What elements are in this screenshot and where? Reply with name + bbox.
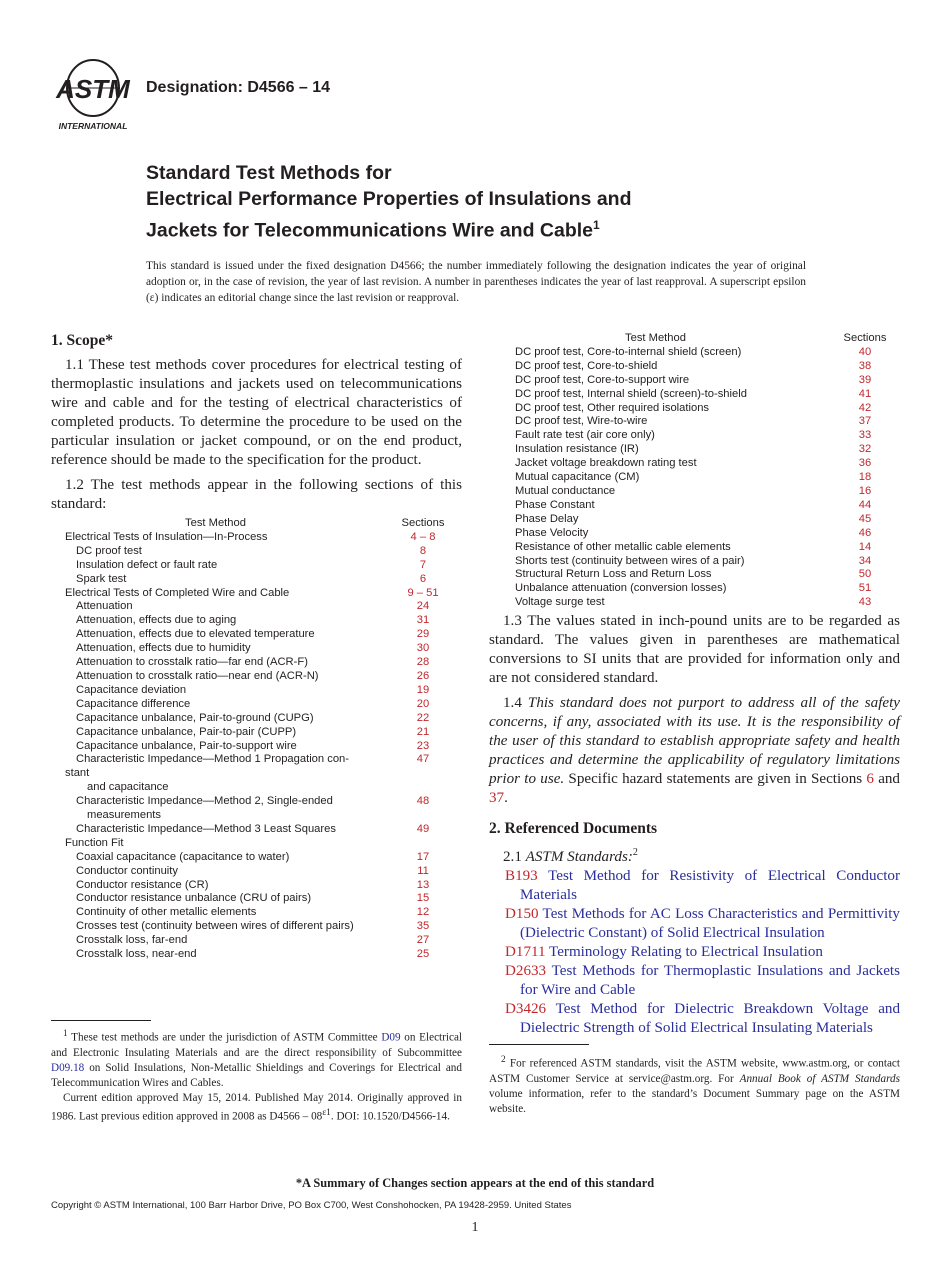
table-row: [515, 415, 900, 429]
title-footnote-mark: 1: [593, 218, 600, 232]
table-method: Insulation resistance (IR): [515, 443, 639, 456]
table-row: [65, 934, 458, 948]
table-method: Coaxial capacitance (capacitance to water): [76, 850, 290, 863]
section-link[interactable]: 50: [858, 568, 872, 581]
footnote-1-epsilon: ε1: [322, 1107, 331, 1118]
table-row: [65, 892, 458, 906]
table-method: DC proof test: [76, 544, 142, 557]
table-row: [515, 429, 900, 443]
table-row: [515, 374, 900, 388]
table-row: [515, 360, 900, 374]
table-method: Fault rate test (air core only): [515, 429, 655, 442]
refdocs-sub-mark: 2: [632, 847, 638, 859]
table-method: DC proof test, Core-to-shield: [515, 359, 658, 372]
section-link[interactable]: 8: [419, 544, 427, 557]
section-link[interactable]: 27: [416, 934, 430, 947]
table-row: [515, 443, 900, 457]
reference-item: [489, 1000, 900, 1038]
section-link[interactable]: 28: [416, 656, 430, 669]
table-row: [515, 485, 900, 499]
table-method: stant: [65, 767, 90, 780]
table-row: [515, 527, 900, 541]
refdocs-heading: 2. Referenced Documents: [489, 820, 658, 838]
reference-item: [489, 867, 900, 905]
table-method: Conductor resistance (CR): [76, 878, 209, 891]
section-link[interactable]: 19: [416, 683, 430, 696]
table-method: DC proof test, Core-to-internal shield (screen): [515, 345, 742, 358]
scope-p4-and: and: [878, 771, 900, 788]
table-row: [65, 614, 458, 628]
table-body-right: [515, 346, 900, 610]
table-row: [65, 767, 458, 781]
table-method: Crosstalk loss, far-end: [76, 934, 188, 947]
section-link[interactable]: 24: [416, 600, 430, 613]
footnote-1-edition: [51, 1091, 462, 1125]
table-method: measurements: [87, 809, 161, 822]
footnote-2: [489, 1044, 900, 1117]
scope-heading: 1. Scope*: [51, 332, 113, 349]
table-method: Characteristic Impedance—Method 2, Single-ended: [76, 795, 333, 808]
table-row: [515, 499, 900, 513]
table-method: Attenuation to crosstalk ratio—far end (ACR-F): [76, 656, 308, 669]
reference-code-link[interactable]: B193: [505, 868, 538, 885]
table-method: Spark test: [76, 572, 127, 585]
section-link[interactable]: 47: [416, 753, 430, 766]
subcommittee-link[interactable]: D09.18: [51, 1061, 85, 1074]
section-link[interactable]: 32: [858, 443, 872, 456]
footnote-1-text: [51, 1027, 462, 1091]
reference-item: [489, 905, 900, 943]
table-row: [65, 823, 458, 837]
section-link[interactable]: 34: [858, 554, 872, 567]
section-link[interactable]: 29: [416, 628, 430, 641]
title-line-2: Electrical Performance Properties of Insulations and: [146, 188, 632, 210]
section-link[interactable]: 39: [858, 373, 872, 386]
table-row: [515, 457, 900, 471]
section-link: [388, 767, 458, 781]
section-link[interactable]: 38: [858, 359, 872, 372]
reference-code-link[interactable]: D2633: [505, 963, 547, 980]
col-method-header: Test Method: [185, 517, 246, 529]
table-row: [65, 670, 458, 684]
title-line-3: [146, 212, 631, 244]
table-row: [515, 471, 900, 485]
section-link[interactable]: 43: [858, 596, 872, 609]
table-row: [65, 865, 458, 879]
refdocs-sub-label: ASTM Standards:: [525, 849, 633, 866]
table-method: Capacitance difference: [76, 697, 191, 710]
section-link[interactable]: 33: [858, 429, 872, 442]
section-link[interactable]: 21: [416, 725, 430, 738]
section-link[interactable]: 31: [416, 614, 430, 627]
reference-title-link[interactable]: Test Methods for Thermoplastic Insulations and Jackets for Wire and Cable: [520, 963, 900, 999]
reference-item: [489, 962, 900, 1000]
table-row: [65, 684, 458, 698]
section-link[interactable]: 42: [858, 401, 872, 414]
svg-text:ASTM: ASTM: [56, 74, 130, 104]
reference-list: [489, 867, 900, 1038]
table-row: [65, 948, 458, 962]
table-row: [65, 712, 458, 726]
section-link[interactable]: 48: [416, 795, 430, 808]
footnote-2-italic: Annual Book of ASTM Standards: [739, 1072, 900, 1085]
table-method: Jacket voltage breakdown rating test: [515, 457, 697, 470]
table-row: [65, 781, 458, 795]
section-link[interactable]: 25: [416, 948, 430, 961]
astm-logo: [52, 58, 134, 134]
section-link[interactable]: 11: [417, 864, 429, 877]
footnote-2-rule: [489, 1044, 589, 1045]
footnote-2-text: [489, 1053, 900, 1117]
table-method: DC proof test, Core-to-support wire: [515, 373, 690, 386]
table-row: [515, 346, 900, 360]
section-link[interactable]: 30: [416, 642, 430, 655]
table-method: DC proof test, Internal shield (screen)-to-shield: [515, 387, 747, 400]
reference-item: [489, 943, 900, 962]
title-line-1: Standard Test Methods for: [146, 162, 392, 184]
table-row: [515, 402, 900, 416]
section-link[interactable]: 22: [416, 711, 430, 724]
section-link[interactable]: 36: [858, 457, 872, 470]
section-link[interactable]: 46: [858, 526, 872, 539]
section-link: [388, 837, 458, 851]
svg-text:INTERNATIONAL: INTERNATIONAL: [58, 121, 128, 131]
section-link[interactable]: 23: [416, 739, 430, 752]
table-row: [65, 740, 458, 754]
scope-p4-num: 1.4: [503, 695, 522, 712]
table-row: [65, 920, 458, 934]
page-title: [146, 160, 631, 244]
table-row: [65, 753, 458, 767]
table-row: [65, 879, 458, 893]
section-link[interactable]: 7: [419, 558, 427, 571]
reference-code-link[interactable]: D1711: [505, 944, 546, 961]
table-method: Structural Return Loss and Return Loss: [515, 568, 712, 581]
col-method-header-right: Test Method: [625, 332, 686, 344]
section-6-link[interactable]: 6: [866, 771, 874, 788]
table-method: Capacitance unbalance, Pair-to-support wire: [76, 739, 297, 752]
table-method: DC proof test, Wire-to-wire: [515, 415, 648, 428]
table-row: [65, 545, 458, 559]
scope-p4-italic: This standard does not purport to address all of the safety concerns, if any, associated with its use. It is the responsibility of the user of this standard to establish appropriate safety and health practices and determine the applicability of regulatory limitations prior to use.: [489, 695, 900, 788]
reference-title-link[interactable]: Test Method for Dielectric Breakdown Voltage and Dielectric Strength of Solid Electrical Insulating Materials: [520, 1001, 900, 1037]
col-sections-header-right: Sections: [843, 332, 887, 344]
reference-code-link[interactable]: D150: [505, 906, 539, 923]
footnote-1-a: These test methods are under the jurisdiction of ASTM Committee: [71, 1031, 378, 1044]
table-method: Electrical Tests of Completed Wire and Cable: [65, 586, 290, 599]
table-row: [65, 809, 458, 823]
table-method: Mutual conductance: [515, 484, 616, 497]
col-sections-header: Sections: [401, 517, 445, 529]
section-link[interactable]: 44: [858, 498, 872, 511]
section-link[interactable]: 45: [858, 512, 872, 525]
scope-p4: [489, 694, 900, 808]
right-column: [489, 332, 900, 1115]
footnote-2-b: volume information, refer to the standard’s Document Summary page on the ASTM website.: [489, 1087, 900, 1115]
table-method: Unbalance attenuation (conversion losses): [515, 582, 727, 595]
committee-link[interactable]: D09: [381, 1031, 401, 1044]
table-method: Electrical Tests of Insulation—In-Process: [65, 530, 268, 543]
section-link[interactable]: 41: [858, 387, 872, 400]
table-row: [65, 726, 458, 740]
reference-title-link[interactable]: Test Method for Resistivity of Electrical Conductor Materials: [520, 868, 900, 904]
section-link[interactable]: 6: [419, 572, 427, 585]
scope-p2: 1.2 The test methods appear in the following sections of this standard:: [51, 477, 462, 512]
section-link[interactable]: 35: [416, 920, 430, 933]
refdocs-sub-num: 2.1: [503, 849, 522, 866]
sections-table-left: [65, 517, 458, 962]
section-link[interactable]: 37: [858, 415, 872, 428]
summary-note: *A Summary of Changes section appears at the end of this standard: [295, 1176, 655, 1190]
table-row: [515, 555, 900, 569]
reference-title-link[interactable]: Terminology Relating to Electrical Insulation: [549, 944, 823, 961]
table-header-right: [515, 332, 900, 346]
footnote-1: [51, 1020, 462, 1124]
table-method: Attenuation to crosstalk ratio—near end (ACR-N): [76, 669, 319, 682]
table-method: Conductor continuity: [76, 864, 178, 877]
footnote-2-mark: 2: [501, 1055, 506, 1065]
table-method: Continuity of other metallic elements: [76, 906, 257, 919]
table-row: [65, 642, 458, 656]
table-method: Crosstalk loss, near-end: [76, 948, 197, 961]
reference-code-link[interactable]: D3426: [505, 1001, 547, 1018]
table-method: Insulation defect or fault rate: [76, 558, 218, 571]
table-row: [65, 531, 458, 545]
table-method: and capacitance: [87, 781, 169, 794]
table-method: Phase Velocity: [515, 526, 589, 539]
section-link: [388, 809, 458, 823]
table-method: Characteristic Impedance—Method 1 Propagation con-: [76, 753, 349, 766]
scope-p4-end: .: [504, 790, 508, 807]
scope-p4-tail: Specific hazard statements are given in Sections: [568, 771, 863, 788]
section-link[interactable]: 9 – 51: [407, 586, 439, 599]
table-row: [65, 906, 458, 920]
table-method: Capacitance unbalance, Pair-to-ground (CUPG): [76, 711, 314, 724]
sections-table-right: [515, 332, 900, 610]
table-method: Shorts test (continuity between wires of a pair): [515, 554, 745, 567]
footnote-1-c: on Solid Insulations, Non-Metallic Shieldings and Coverings for Electrical and Telecommunication Wires and Cables.: [51, 1061, 462, 1089]
table-row: [65, 573, 458, 587]
section-link[interactable]: 14: [858, 540, 872, 553]
table-row: [65, 600, 458, 614]
table-row: [515, 388, 900, 402]
section-link: [388, 781, 458, 795]
table-row: [65, 559, 458, 573]
table-method: Conductor resistance unbalance (CRU of pairs): [76, 892, 312, 905]
section-link[interactable]: 16: [858, 484, 872, 497]
section-link[interactable]: 4 – 8: [410, 530, 436, 543]
table-method: Capacitance deviation: [76, 683, 187, 696]
section-link[interactable]: 51: [858, 582, 872, 595]
table-body-left: [65, 531, 458, 962]
table-row: [65, 851, 458, 865]
table-method: Attenuation, effects due to humidity: [76, 642, 251, 655]
table-row: [65, 795, 458, 809]
footnote-rule: [51, 1020, 151, 1021]
table-row: [515, 582, 900, 596]
section-link[interactable]: 15: [416, 892, 430, 905]
section-link[interactable]: 13: [416, 878, 430, 891]
table-method: Crosses test (continuity between wires of different pairs): [76, 920, 354, 933]
table-row: [515, 513, 900, 527]
table-row: [515, 596, 900, 610]
table-method: Resistance of other metallic cable elements: [515, 540, 731, 553]
table-method: DC proof test, Other required isolations: [515, 401, 710, 414]
section-link[interactable]: 20: [416, 697, 430, 710]
table-header: [65, 517, 458, 531]
section-link[interactable]: 18: [858, 471, 872, 484]
reference-title-link[interactable]: Test Methods for AC Loss Characteristics and Permittivity (Dielectric Constant) of Solid Electrical Insulation: [520, 906, 900, 942]
table-method: Capacitance unbalance, Pair-to-pair (CUPP): [76, 725, 297, 738]
footnote-1-e: . DOI: 10.1520/D4566-14.: [330, 1110, 450, 1123]
intro-paragraph: This standard is issued under the fixed designation D4566; the number immediately following the designation indicates the year of original adoption or, in the case of revision, the year of last revision. A number in parentheses indicates the year of last reapproval. A superscript epsilon (ε) indicates an editorial change since the last revision or reapproval.: [146, 260, 806, 304]
scope-p3: 1.3 The values stated in inch-pound units are to be regarded as standard. The values given in parentheses are mathematical conversions to SI units that are provided for information only and are not considered standard.: [489, 613, 900, 687]
footnote-2-a: For referenced ASTM standards, visit the ASTM website, www.astm.org, or contact ASTM Customer Service at service@astm.org. For: [489, 1057, 900, 1085]
table-method: Attenuation, effects due to elevated temperature: [76, 628, 315, 641]
footnote-1-mark: 1: [63, 1029, 68, 1039]
table-method: Phase Constant: [515, 498, 595, 511]
astm-logo-icon: [52, 58, 134, 134]
copyright: Copyright © ASTM International, 100 Barr Harbor Drive, PO Box C700, West Conshohocken, PA 19428-2959. United States: [51, 1200, 572, 1211]
footnote-1-d: Current edition approved May 15, 2014. Published May 2014. Originally approved in 1986. Last previous edition approved in 2008 as D4566 – 08: [51, 1091, 462, 1123]
page-number: 1: [471, 1220, 479, 1235]
table-row: [65, 837, 458, 851]
title-line-3-text: Jackets for Telecommunications Wire and Cable: [146, 219, 594, 242]
table-method: Attenuation: [76, 600, 133, 613]
table-method: Characteristic Impedance—Method 3 Least Squares: [76, 822, 336, 835]
astm-standards-subheading: [489, 843, 900, 867]
table-method: Mutual capacitance (CM): [515, 471, 640, 484]
section-link[interactable]: 17: [416, 850, 430, 863]
designation: Designation: D4566 – 14: [146, 79, 331, 96]
table-row: [515, 568, 900, 582]
section-link[interactable]: 26: [416, 669, 430, 682]
table-row: [65, 656, 458, 670]
table-method: Attenuation, effects due to aging: [76, 614, 237, 627]
scope-p1: 1.1 These test methods cover procedures for electrical testing of thermoplastic insulations and jackets used on telecommunications wire and cable and for the testing of electrical characteristics of completed products. To determine the procedure to be used on the particular insulation or jacket compound, or on the end product, reference should be made to the specification for the product.: [51, 357, 462, 468]
table-method: Phase Delay: [515, 512, 579, 525]
section-link[interactable]: 40: [858, 345, 872, 358]
table-row: [65, 698, 458, 712]
table-row: [515, 541, 900, 555]
section-37-link[interactable]: 37: [489, 790, 505, 807]
table-method: Voltage surge test: [515, 596, 605, 609]
footnote-1-b: on Electrical and Electronic Insulating Materials and are the direct responsibility of Subcommittee: [51, 1031, 463, 1059]
table-row: [65, 628, 458, 642]
section-link[interactable]: 12: [416, 906, 430, 919]
table-row: [65, 587, 458, 601]
section-link[interactable]: 49: [416, 822, 430, 835]
table-method: Function Fit: [65, 836, 124, 849]
